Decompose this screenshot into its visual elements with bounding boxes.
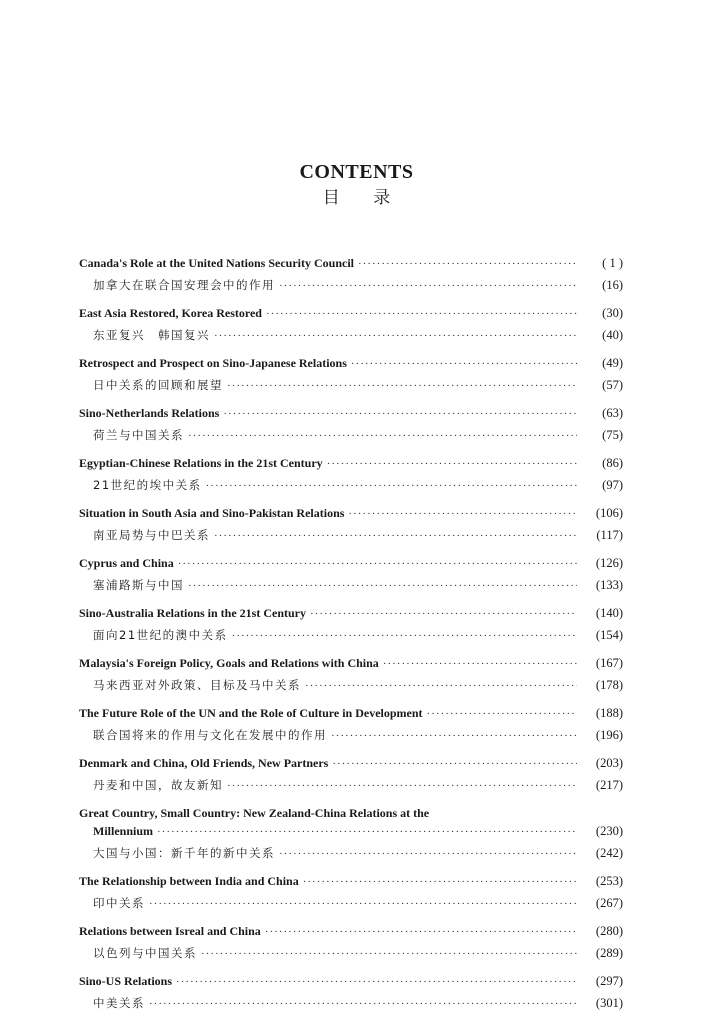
dot-leader xyxy=(149,998,577,1010)
toc-page-number: (188) xyxy=(595,706,623,720)
toc-title-zh: 塞浦路斯与中国 xyxy=(93,578,184,592)
toc-title-en: Canada's Role at the United Nations Security Council xyxy=(79,256,355,270)
toc-page-number: (178) xyxy=(595,678,623,692)
dot-leader xyxy=(332,758,577,770)
dot-leader xyxy=(149,898,577,910)
dot-leader xyxy=(427,708,577,720)
toc-page-number: (301) xyxy=(595,996,623,1010)
toc-page-number: (40) xyxy=(602,328,623,342)
toc-page-number: (203) xyxy=(595,756,623,770)
toc-page-number: (86) xyxy=(602,456,623,470)
toc-entry xyxy=(79,706,623,748)
toc-title-en: The Future Role of the UN and the Role of Culture in Development xyxy=(79,706,423,720)
toc-page-number: (297) xyxy=(595,974,623,988)
dot-leader xyxy=(227,380,577,392)
dot-leader xyxy=(351,358,577,370)
dot-leader xyxy=(279,280,577,292)
toc-entry xyxy=(79,806,623,866)
dot-leader xyxy=(232,630,577,642)
toc-title-en: Situation in South Asia and Sino-Pakistan Relations xyxy=(79,506,345,520)
toc-title-zh: 丹麦和中国，故友新知 xyxy=(93,778,223,792)
toc-title-en: Retrospect and Prospect on Sino-Japanese Relations xyxy=(79,356,347,370)
toc-title-zh: 加拿大在联合国安理会中的作用 xyxy=(93,278,275,292)
toc-title-zh: 日中关系的回顾和展望 xyxy=(93,378,223,392)
toc-title-en: Millennium xyxy=(93,824,154,838)
toc-entry xyxy=(79,606,623,648)
toc-page-number: (267) xyxy=(595,896,623,910)
dot-leader xyxy=(358,258,577,270)
toc-page-number: (242) xyxy=(595,846,623,860)
toc-entry xyxy=(79,356,623,398)
toc-title-en: East Asia Restored, Korea Restored xyxy=(79,306,262,320)
toc-title-en: Sino-Netherlands Relations xyxy=(79,406,220,420)
dot-leader xyxy=(383,658,577,670)
toc-title-zh: 大国与小国：新千年的新中关系 xyxy=(93,846,275,860)
toc-title-en: Cyprus and China xyxy=(79,556,174,570)
dot-leader xyxy=(178,558,577,570)
dot-leader xyxy=(265,926,577,938)
toc-page-number: (117) xyxy=(596,528,623,542)
dot-leader xyxy=(223,408,577,420)
dot-leader xyxy=(188,430,577,442)
page-title: CONTENTS xyxy=(299,161,414,183)
dot-leader xyxy=(279,848,577,860)
toc-page-number: (63) xyxy=(602,406,623,420)
toc-title-zh: 荷兰与中国关系 xyxy=(93,428,184,442)
toc-page-number: (217) xyxy=(595,778,623,792)
toc-title-zh: 以色列与中国关系 xyxy=(93,946,197,960)
dot-leader xyxy=(303,876,577,888)
toc-title-en: Egyptian-Chinese Relations in the 21st Century xyxy=(79,456,323,470)
toc-title-en: The Relationship between India and China xyxy=(79,874,299,888)
page-title-chinese: 目 录 xyxy=(322,188,405,208)
dot-leader xyxy=(227,780,577,792)
toc-entry xyxy=(79,506,623,548)
toc-title-en: Denmark and China, Old Friends, New Partners xyxy=(79,756,329,770)
toc-page-number: (97) xyxy=(602,478,623,492)
toc-title-en: Relations between Isreal and China xyxy=(79,924,261,938)
toc-entry xyxy=(79,306,623,348)
toc-title-zh: 面向21世纪的澳中关系 xyxy=(93,628,228,642)
toc-entry xyxy=(79,924,623,966)
toc-page-number: (57) xyxy=(602,378,623,392)
toc-entry xyxy=(79,874,623,916)
dot-leader xyxy=(206,480,577,492)
dot-leader xyxy=(327,458,577,470)
toc-title-zh: 印中关系 xyxy=(93,896,145,910)
toc-entry xyxy=(79,256,623,298)
dot-leader xyxy=(214,330,577,342)
toc-title-zh: 联合国将来的作用与文化在发展中的作用 xyxy=(93,728,327,742)
toc-page-number: (16) xyxy=(602,278,623,292)
toc-title-en-line1: Great Country, Small Country: New Zealand-China Relations at the xyxy=(79,806,430,820)
toc-entry xyxy=(79,656,623,698)
toc-page-number: (167) xyxy=(595,656,623,670)
toc-page-number: (154) xyxy=(595,628,623,642)
toc-title-en: Malaysia's Foreign Policy, Goals and Relations with China xyxy=(79,656,379,670)
toc-entry xyxy=(79,456,623,498)
toc-page-number: (253) xyxy=(595,874,623,888)
toc-entry xyxy=(79,556,623,598)
toc-page-number: (289) xyxy=(595,946,623,960)
toc-title-zh: 马来西亚对外政策、目标及马中关系 xyxy=(93,678,301,692)
toc-page-number: (49) xyxy=(602,356,623,370)
toc-page-number: (126) xyxy=(595,556,623,570)
dot-leader xyxy=(157,826,577,838)
dot-leader xyxy=(266,308,577,320)
toc-page-number: (75) xyxy=(602,428,623,442)
dot-leader xyxy=(201,948,577,960)
toc-entry xyxy=(79,974,623,1016)
contents-header xyxy=(0,160,713,209)
dot-leader xyxy=(188,580,577,592)
toc-title-zh: 中美关系 xyxy=(93,996,145,1010)
toc-title-en: Sino-US Relations xyxy=(79,974,173,988)
toc-page-number: (196) xyxy=(595,728,623,742)
toc-page-number: (30) xyxy=(602,306,623,320)
toc-page-number: (230) xyxy=(595,824,623,838)
dot-leader xyxy=(348,508,577,520)
toc-page-number: (140) xyxy=(595,606,623,620)
dot-leader xyxy=(305,680,577,692)
toc-page-number: (133) xyxy=(595,578,623,592)
toc-title-en: Sino-Australia Relations in the 21st Century xyxy=(79,606,307,620)
toc-page-number: (280) xyxy=(595,924,623,938)
dot-leader xyxy=(214,530,577,542)
table-of-contents xyxy=(79,256,623,1024)
toc-title-zh: 21世纪的埃中关系 xyxy=(93,478,202,492)
toc-entry xyxy=(79,756,623,798)
dot-leader xyxy=(176,976,577,988)
toc-page-number: (106) xyxy=(595,506,623,520)
toc-title-zh: 南亚局势与中巴关系 xyxy=(93,528,210,542)
toc-title-zh: 东亚复兴 韩国复兴 xyxy=(93,328,210,342)
toc-page-number: ( 1 ) xyxy=(602,256,623,270)
toc-entry xyxy=(79,406,623,448)
dot-leader xyxy=(310,608,577,620)
dot-leader xyxy=(331,730,577,742)
